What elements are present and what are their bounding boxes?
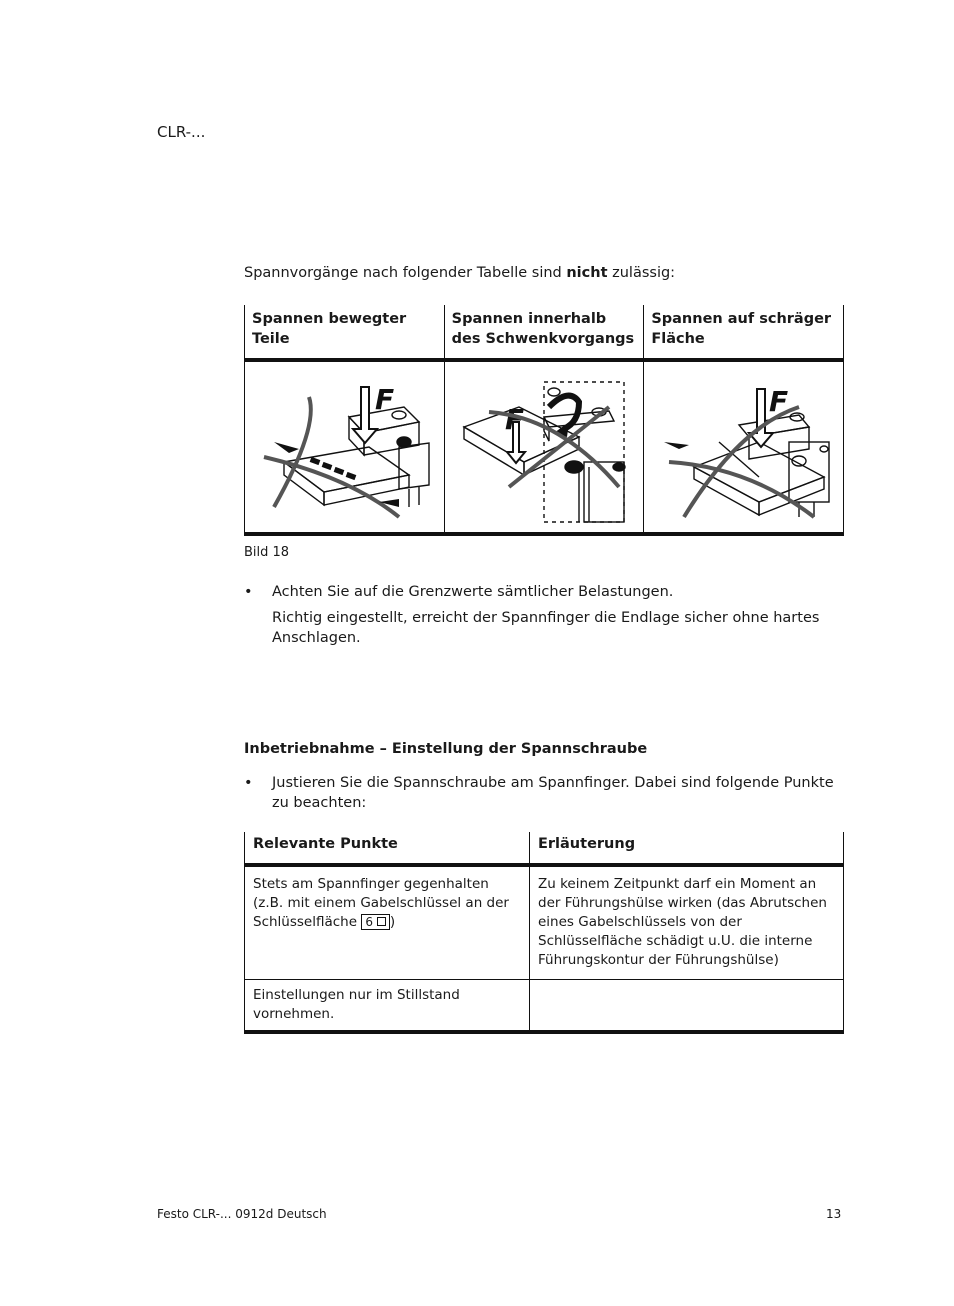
intro-post: zulässig: [607, 265, 676, 281]
force-label-3: F [768, 385, 788, 418]
force-label-1: F [375, 383, 395, 416]
header-inclined-surface: Spannen auf schräger Fläche [644, 305, 844, 360]
illustration-moving-parts [245, 360, 445, 534]
forbidden-clamping-table [244, 305, 844, 536]
footer-doc-id: Festo CLR-... 0912d Deutsch [157, 1207, 327, 1221]
key-number: 6 [365, 915, 373, 929]
page-number: 13 [826, 1207, 842, 1221]
bullet-list-1 [244, 582, 844, 652]
bullet-marker: • [244, 775, 253, 791]
moving-parts-illustration [249, 367, 439, 527]
table-row [245, 980, 844, 1033]
header-relevant-points: Relevante Punkte [245, 832, 530, 865]
row1-point [245, 865, 530, 980]
relevant-points-table [244, 832, 844, 1034]
illustration-inclined-surface [644, 360, 844, 534]
header-during-swivel: Spannen innerhalb des Schwenkvorgangs [444, 305, 644, 360]
bullet-item-adjust: Justieren Sie die Spannschraube am Spannfinger. Dabei sind folgende Punkte zu beachten: [272, 775, 834, 811]
force-label-2: F [504, 403, 525, 436]
section-title: Inbetriebnahme – Einstellung der Spannschraube [244, 741, 648, 757]
table-row [245, 865, 844, 980]
inclined-surface-illustration [649, 367, 839, 527]
row1-point-text: Stets am Spannfinger gegenhalten (z.B. mit einem Gabelschlüssel an der Schlüsselfläche [253, 876, 509, 930]
row2-point: Einstellungen nur im Stillstand vornehmen. [245, 980, 530, 1033]
swivel-illustration [449, 367, 639, 527]
row2-explanation [530, 980, 844, 1033]
intro-bold: nicht [566, 265, 608, 281]
illustration-during-swivel [444, 360, 644, 534]
bullet-item-limits: Achten Sie auf die Grenzwerte sämtlicher Belastungen. [272, 584, 674, 600]
document-header: CLR-... [157, 123, 206, 141]
row1-point-close: ) [389, 914, 396, 930]
header-moving-parts: Spannen bewegter Teile [245, 305, 445, 360]
key-reference [361, 914, 389, 930]
figure-caption: Bild 18 [244, 545, 290, 560]
intro-pre: Spannvorgänge nach folgender Tabelle sind [244, 265, 567, 281]
intro-text [244, 265, 675, 281]
wrench-flat-icon [377, 917, 386, 926]
bullet-item-sub: Richtig eingestellt, erreicht der Spannfinger die Endlage sicher ohne hartes Anschlagen. [272, 610, 820, 646]
bullet-marker: • [244, 584, 253, 600]
row1-explanation: Zu keinem Zeitpunkt darf ein Moment an der Führungshülse wirken (das Abrutschen eines Gabelschlüssels von der Schlüsselfläche schädigt u.U. die interne Führungskontur der Führungshülse) [530, 865, 844, 980]
header-explanation: Erläuterung [530, 832, 844, 865]
bullet-list-2 [244, 773, 844, 817]
